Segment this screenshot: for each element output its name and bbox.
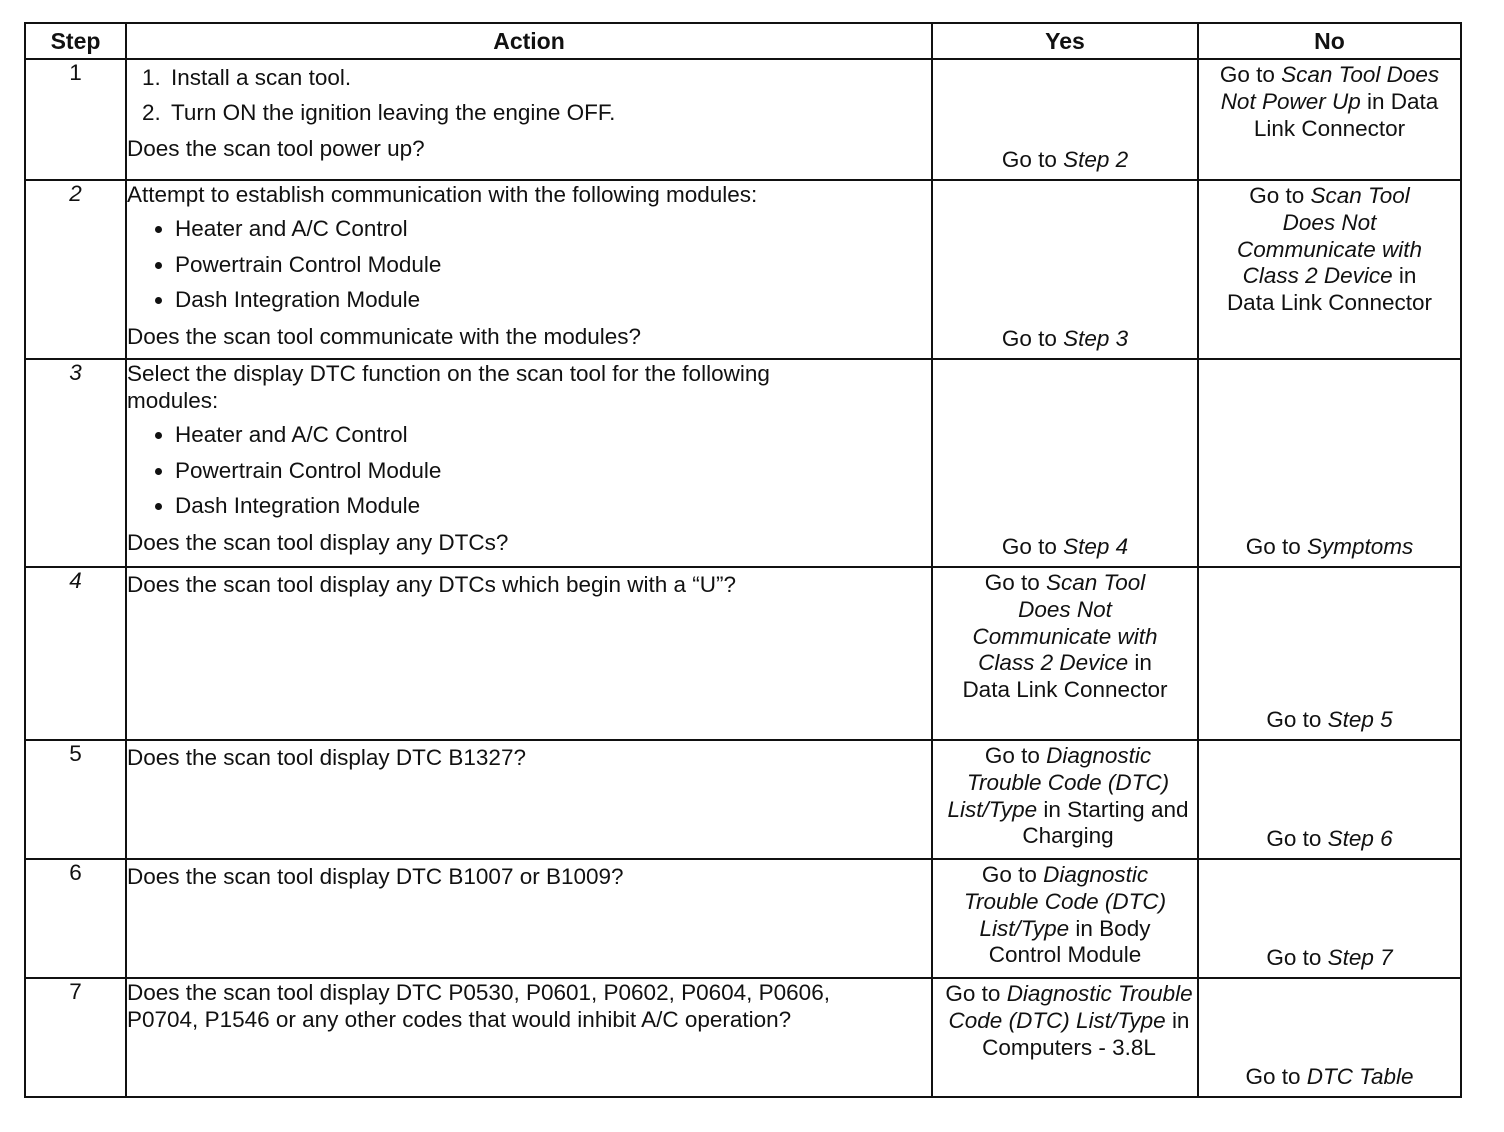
- action-cell: [126, 740, 932, 859]
- no-cell: [1198, 978, 1461, 1097]
- header-action: Action: [126, 23, 932, 59]
- action-numbered-item: 1. Install a scan tool.: [167, 60, 931, 95]
- action-question: Does the scan tool power up?: [127, 136, 425, 161]
- yes-location: in Starting and Charging: [1022, 796, 1189, 849]
- action-intro: Select the display DTC function on the scan tool for the following modules:: [127, 361, 770, 413]
- no-go-to: Go to: [1266, 707, 1322, 732]
- no-go-to: Go to: [1245, 1064, 1301, 1089]
- step-number: 2: [25, 180, 126, 359]
- no-go-to: Go to: [1266, 945, 1322, 970]
- action-bullet: • Heater and A/C Control: [175, 417, 931, 453]
- yes-link[interactable]: Step 3: [1063, 326, 1129, 351]
- header-row: [25, 23, 1461, 59]
- action-question: Does the scan tool display DTC B1327?: [127, 745, 526, 770]
- yes-go-to: Go to: [1001, 147, 1057, 172]
- no-go-to: Go to: [1266, 826, 1322, 851]
- action-intro: Attempt to establish communication with the following modules:: [127, 182, 758, 207]
- header-yes: Yes: [932, 23, 1198, 59]
- no-cell: [1198, 180, 1461, 359]
- yes-cell: [932, 978, 1198, 1097]
- action-cell: [126, 978, 932, 1097]
- no-link[interactable]: Scan Tool Does Not Power Up: [1220, 62, 1440, 114]
- yes-go-to: Go to: [984, 570, 1040, 595]
- yes-link[interactable]: Diagnostic Trouble Code (DTC) List/Type: [947, 743, 1170, 822]
- action-question: Does the scan tool communicate with the modules?: [127, 323, 642, 349]
- yes-link[interactable]: Diagnostic Trouble Code (DTC) List/Type: [963, 862, 1167, 941]
- yes-location: in Computers - 3.8L: [982, 1007, 1190, 1060]
- action-bullet: • Powertrain Control Module: [175, 247, 931, 283]
- action-cell: [126, 567, 932, 740]
- action-question: Does the scan tool display any DTCs which begin with a “U”?: [127, 572, 737, 597]
- action-question: Does the scan tool display DTC B1007 or B1009?: [127, 864, 624, 889]
- action-bullet: • Dash Integration Module: [175, 488, 931, 524]
- no-go-to: Go to: [1249, 183, 1305, 208]
- yes-go-to: Go to: [981, 862, 1037, 887]
- no-go-to: Go to: [1219, 62, 1275, 87]
- table-row: [25, 740, 1461, 859]
- action-numbered-item: 2. Turn ON the ignition leaving the engine OFF.: [167, 95, 931, 130]
- yes-go-to: Go to: [1001, 534, 1057, 559]
- yes-cell: [932, 859, 1198, 978]
- yes-cell: [932, 740, 1198, 859]
- yes-go-to: Go to: [945, 981, 1001, 1006]
- no-cell: [1198, 859, 1461, 978]
- table-row: [25, 59, 1461, 180]
- table-row: [25, 567, 1461, 740]
- no-cell: [1198, 359, 1461, 567]
- yes-location: in Data Link Connector: [962, 650, 1168, 703]
- no-cell: [1198, 59, 1461, 180]
- yes-cell: [932, 359, 1198, 567]
- step-number: 5: [25, 740, 126, 859]
- no-link[interactable]: Step 5: [1327, 707, 1393, 732]
- no-location: in Data Link Connector: [1253, 88, 1439, 141]
- no-location: in Data Link Connector: [1226, 263, 1433, 316]
- yes-go-to: Go to: [984, 743, 1040, 768]
- table-row: [25, 359, 1461, 567]
- action-bullet: • Powertrain Control Module: [175, 453, 931, 489]
- action-cell: [126, 359, 932, 567]
- step-number: 7: [25, 978, 126, 1097]
- no-cell: [1198, 567, 1461, 740]
- table-row: [25, 978, 1461, 1097]
- no-cell: [1198, 740, 1461, 859]
- action-question: Does the scan tool display any DTCs?: [127, 529, 509, 555]
- no-link[interactable]: Symptoms: [1307, 534, 1414, 559]
- no-link[interactable]: Scan Tool Does Not Communicate with Class 2 Device: [1236, 183, 1423, 289]
- yes-go-to: Go to: [1001, 326, 1057, 351]
- table-row: [25, 180, 1461, 359]
- step-number: 4: [25, 567, 126, 740]
- no-link[interactable]: Step 7: [1327, 945, 1393, 970]
- yes-link[interactable]: Diagnostic Trouble Code (DTC) List/Type: [948, 981, 1193, 1033]
- header-no: No: [1198, 23, 1461, 59]
- yes-location: in Body Control Module: [988, 915, 1151, 968]
- action-bullet: • Dash Integration Module: [175, 282, 931, 318]
- step-number: 1: [25, 59, 126, 180]
- no-go-to: Go to: [1245, 534, 1301, 559]
- action-cell: [126, 859, 932, 978]
- yes-cell: [932, 59, 1198, 180]
- no-link[interactable]: DTC Table: [1306, 1064, 1414, 1089]
- action-bullet: • Heater and A/C Control: [175, 211, 931, 247]
- diagnostic-table: [24, 22, 1462, 1098]
- header-step: Step: [25, 23, 126, 59]
- no-link[interactable]: Step 6: [1327, 826, 1393, 851]
- yes-cell: [932, 567, 1198, 740]
- table-row: [25, 859, 1461, 978]
- yes-link[interactable]: Step 4: [1063, 534, 1129, 559]
- yes-link[interactable]: Step 2: [1063, 147, 1129, 172]
- step-number: 6: [25, 859, 126, 978]
- step-number: 3: [25, 359, 126, 567]
- action-cell: [126, 180, 932, 359]
- yes-cell: [932, 180, 1198, 359]
- action-cell: [126, 59, 932, 180]
- action-question: Does the scan tool display DTC P0530, P0601, P0602, P0604, P0606, P0704, P1546 or any other codes that would inhibit A/C operation?: [127, 980, 830, 1032]
- yes-link[interactable]: Scan Tool Does Not Communicate with Class 2 Device: [972, 570, 1158, 676]
